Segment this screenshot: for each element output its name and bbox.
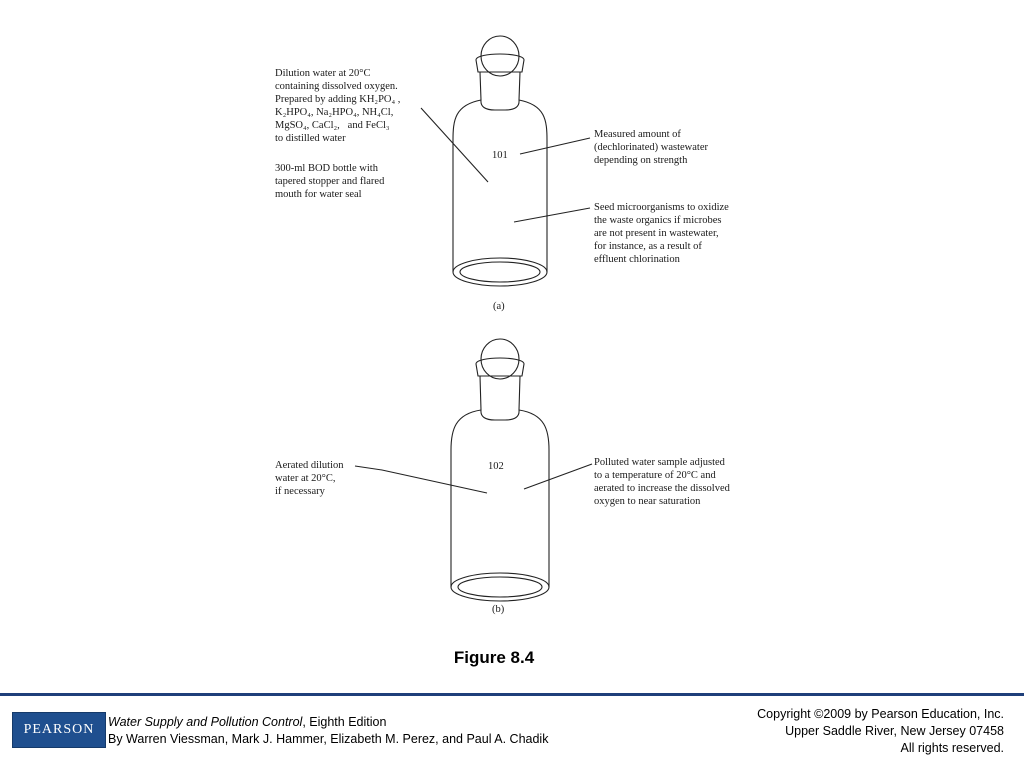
book-title-line <box>108 714 548 731</box>
bottle-neck-b <box>480 376 520 410</box>
stopper-collar-b <box>476 358 524 376</box>
book-title: Water Supply and Pollution Control <box>108 715 303 729</box>
bottle-body-a <box>453 100 547 272</box>
pearson-logo-text: PEARSON <box>23 722 95 737</box>
leader-seed <box>514 208 590 222</box>
panel-caption-b: (b) <box>492 604 505 615</box>
figure-title: Figure 8.4 <box>453 648 535 667</box>
bottle-body-b <box>451 410 549 587</box>
book-edition: , Eighth Edition <box>302 715 387 729</box>
label-dilution-water: Dilution water at 20°C containing dissolved oxygen. Prepared by adding KH₂PO₄ , K₂HPO₄, Na₂HPO₄, NH₄Cl, MgSO₄, CaCl₂, and FeCl₃ to distilled water <box>275 68 401 144</box>
panel-caption-a: (a) <box>493 301 505 312</box>
footer-divider <box>0 693 1024 696</box>
bottle-number-b: 102 <box>488 461 504 472</box>
label-seed-microorganisms: Seed microorganisms to oxidize the waste organics if microbes are not present in wastewater, for instance, as a result of effluent chlorination <box>594 202 729 265</box>
publisher-address: Upper Saddle River, New Jersey 07458 <box>785 724 1004 738</box>
pearson-logo <box>12 712 106 748</box>
bottle-number-a: 101 <box>492 150 508 161</box>
label-bod-bottle: 300-ml BOD bottle with tapered stopper and flared mouth for water seal <box>275 163 385 200</box>
label-measured-amount: Measured amount of (dechlorinated) wastewater depending on strength <box>594 129 708 166</box>
label-aerated-dilution: Aerated dilution water at 20°C, if necessary <box>275 460 344 497</box>
leader-polluted <box>524 464 592 489</box>
leader-aerated <box>355 466 487 493</box>
book-authors: By Warren Viessman, Mark J. Hammer, Elizabeth M. Perez, and Paul A. Chadik <box>108 732 549 746</box>
leader-measured <box>520 138 590 154</box>
book-credit <box>108 714 548 748</box>
stopper-tip-b <box>481 410 519 420</box>
copyright-line: Copyright ©2009 by Pearson Education, Inc. <box>757 707 1004 721</box>
rights-line: All rights reserved. <box>900 741 1004 755</box>
stopper-knob-a <box>481 36 519 76</box>
stopper-tip-a <box>481 100 519 110</box>
copyright-block <box>757 706 1004 757</box>
label-polluted-sample: Polluted water sample adjusted to a temperature of 20°C and aerated to increase the dissolved oxygen to near saturation <box>594 457 730 507</box>
leader-dilution <box>421 108 488 182</box>
stopper-collar-a <box>476 54 524 72</box>
